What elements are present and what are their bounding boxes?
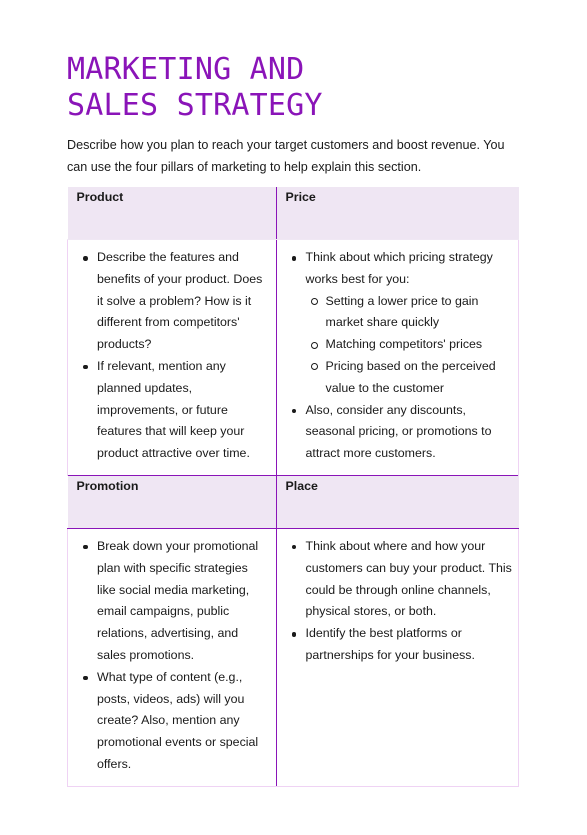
list-item: Break down your promotional plan with specific strategies like social media marketing, email campaigns, public relations, advertising, and sales promotions. [97, 536, 270, 667]
price-header: Price [276, 187, 519, 240]
list-item: What type of content (e.g., posts, videos, ads) will you create? Also, mention any promotional events or special offers. [97, 667, 270, 776]
list-item: Think about where and how your customers can buy your product. This could be through online channels, physical stores, or both. [306, 536, 513, 623]
sub-list-item: Setting a lower price to gain market share quickly [326, 291, 513, 335]
list-item: Identify the best platforms or partnerships for your business. [306, 623, 513, 667]
table-header-row [68, 187, 519, 240]
promotion-header: Promotion [68, 475, 277, 528]
product-cell [68, 240, 277, 476]
price-list [286, 247, 513, 465]
table-header-row [68, 475, 519, 528]
list-item: If relevant, mention any planned updates, improvements, or future features that will keep your product attractive over time. [97, 356, 270, 465]
promotion-cell [68, 528, 277, 786]
place-cell [276, 528, 519, 786]
price-bullet-text: Think about which pricing strategy works best for you: [305, 250, 493, 286]
price-sublist [306, 291, 513, 400]
list-item: Also, consider any discounts, seasonal pricing, or promotions to attract more customers. [306, 400, 513, 465]
list-item: Describe the features and benefits of your product. Does it solve a problem? How is it different from competitors' products? [97, 247, 270, 356]
product-list [77, 247, 270, 465]
place-header: Place [276, 475, 519, 528]
sub-list-item: Matching competitors' prices [326, 334, 513, 356]
table-row [68, 528, 519, 786]
document-page [67, 52, 519, 787]
page-title [67, 52, 519, 124]
sub-list-item: Pricing based on the perceived value to the customer [326, 356, 513, 400]
title-line-2: SALES STRATEGY [67, 88, 323, 123]
price-cell [276, 240, 519, 476]
place-list [286, 536, 513, 667]
title-line-1: MARKETING AND [67, 52, 305, 87]
product-header: Product [68, 187, 277, 240]
intro-paragraph: Describe how you plan to reach your target customers and boost revenue. You can use the four pillars of marketing to help explain this section. [67, 138, 505, 174]
table-row [68, 240, 519, 476]
marketing-pillars-table [67, 187, 519, 787]
promotion-list [77, 536, 270, 776]
list-item [306, 247, 513, 400]
